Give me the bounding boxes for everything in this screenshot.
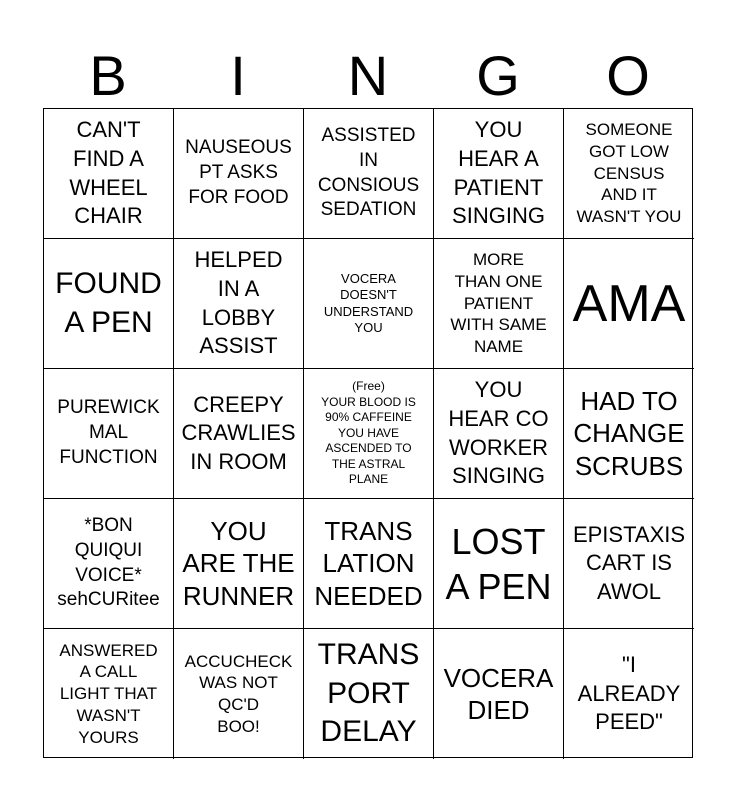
bingo-cell[interactable]: YOU ARE THE RUNNER bbox=[174, 499, 304, 629]
header-letter-i: I bbox=[230, 44, 246, 107]
bingo-cell[interactable]: YOU HEAR CO WORKER SINGING bbox=[434, 369, 564, 499]
bingo-cell[interactable]: ASSISTED IN CONSIOUS SEDATION bbox=[304, 109, 434, 239]
bingo-board bbox=[43, 108, 693, 758]
free-cell[interactable]: (Free) YOUR BLOOD IS 90% CAFFEINE YOU HAVE ASCENDED TO THE ASTRAL PLANE bbox=[304, 369, 434, 499]
bingo-cell[interactable]: MORE THAN ONE PATIENT WITH SAME NAME bbox=[434, 239, 564, 369]
bingo-cell[interactable]: CREEPY CRAWLIES IN ROOM bbox=[174, 369, 304, 499]
bingo-cell[interactable]: ANSWERED A CALL LIGHT THAT WASN'T YOURS bbox=[44, 629, 174, 759]
bingo-header bbox=[43, 44, 693, 108]
bingo-cell[interactable]: TRANS PORT DELAY bbox=[304, 629, 434, 759]
header-letter-g: G bbox=[476, 44, 520, 107]
bingo-cell[interactable]: PUREWICK MAL FUNCTION bbox=[44, 369, 174, 499]
bingo-cell[interactable]: FOUND A PEN bbox=[44, 239, 174, 369]
bingo-cell[interactable]: VOCERA DOESN'T UNDERSTAND YOU bbox=[304, 239, 434, 369]
bingo-cell[interactable]: "I ALREADY PEED" bbox=[577, 652, 681, 735]
bingo-cell[interactable]: EPISTAXIS CART IS AWOL bbox=[564, 499, 694, 629]
bingo-cell[interactable]: TRANS LATION NEEDED bbox=[304, 499, 434, 629]
bingo-cell[interactable]: HAD TO CHANGE SCRUBS bbox=[564, 369, 694, 499]
bingo-cell[interactable]: CAN'T FIND A WHEEL CHAIR bbox=[44, 109, 174, 239]
header-letter-o: O bbox=[606, 44, 650, 107]
bingo-cell[interactable]: YOU HEAR A PATIENT SINGING bbox=[434, 109, 564, 239]
bingo-cell[interactable]: ACCUCHECK WAS NOT QC'D BOO! bbox=[174, 629, 304, 759]
bingo-cell[interactable]: HELPED IN A LOBBY ASSIST bbox=[174, 239, 304, 369]
header-letter-b: B bbox=[89, 44, 127, 107]
header-letter-n: N bbox=[347, 44, 389, 107]
bingo-cell[interactable]: NAUSEOUS PT ASKS FOR FOOD bbox=[174, 109, 304, 239]
bingo-cell[interactable]: SOMEONE GOT LOW CENSUS AND IT WASN'T YOU bbox=[564, 109, 694, 239]
bingo-cell[interactable]: VOCERA DIED bbox=[434, 629, 564, 759]
bingo-cell[interactable]: *BON QUIQUI VOICE* sehCURitee bbox=[44, 499, 174, 629]
bingo-cell[interactable]: LOST A PEN bbox=[434, 499, 564, 629]
bingo-cell[interactable]: AMA bbox=[564, 239, 694, 369]
